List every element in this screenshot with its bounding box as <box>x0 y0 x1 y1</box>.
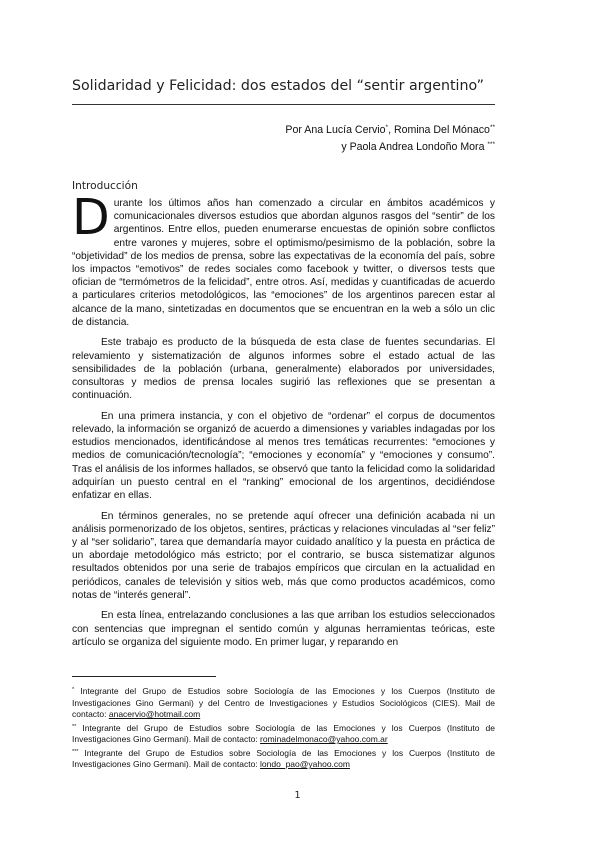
author-line-1 <box>285 122 495 139</box>
article-title: Solidaridad y Felicidad: dos estados del “sentir argentino” <box>72 78 484 94</box>
footnote-text-2: Integrante del Grupo de Estudios sobre Sociología de las Emociones y los Cuerpos (Instituto de Investigaciones Gino Germani). Mail de contacto: <box>72 722 495 745</box>
intro-paragraph-text: urante los últimos años han comenzado a circular en ámbitos académicos y comunicacionales diversos estudios que abordan algunos rasgos del “sentir” de los argentinos. Entre ellos, pueden enumerarse encuestas de opinión sobre conflictos entre varones y mujeres, sobre el optimismo/pesimismo de la población, sobre la “objetividad” de los medios de prensa, sobre las expectativas de la economía del país, sobre los impactos “emotivos” de redes sociales como facebook y twitter, o diversos tests que ofician de “termómetros de la felicidad”, entre otros. Así, medidas y cuantificadas de acuerdo a particulares criterios metodológicos, las “emociones” de los argentinos parecen estar al alcance de la mano, sintetizadas en documentos que se encuentran en la web a sólo un clic de distancia. <box>72 198 495 328</box>
footnote-separator <box>72 676 216 677</box>
footnote-mark-1: * <box>72 687 75 693</box>
footnote-1 <box>72 686 495 721</box>
paragraph-5: En esta línea, entrelazando conclusiones a las que arriban los estudios seleccionados con sentencias que impregnan el sentido común y algunas herramientas teóricas, este artículo se organiza del siguiente modo. En primer lugar, y reparando en <box>72 610 495 648</box>
intro-paragraph <box>72 189 495 329</box>
author-block <box>285 122 495 156</box>
footnote-text-3: Integrante del Grupo de Estudios sobre Sociología de las Emociones y los Cuerpos (Instituto de Investigaciones Gino Germani). Mail de contacto: <box>72 747 495 770</box>
footnotes <box>72 686 495 773</box>
body-text <box>72 189 495 656</box>
footnote-email-link-2[interactable]: rominadelmonaco@yahoo.com.ar <box>260 734 388 745</box>
author-line-1-middle: , Romina Del Mónaco <box>388 124 490 136</box>
page-number: 1 <box>294 790 301 801</box>
title-underline <box>72 104 495 105</box>
author-line-1-prefix: Por Ana Lucía Cervio <box>285 124 386 136</box>
footnote-2 <box>72 723 495 746</box>
footnote-email-link-3[interactable]: londo_pao@yahoo.com <box>260 759 350 770</box>
footnote-mark-2: ** <box>72 723 77 730</box>
drop-cap: D <box>72 189 110 246</box>
paragraph-3: En una primera instancia, y con el objetivo de “ordenar” el corpus de documentos relevado, la información se organizó de acuerdo a dimensiones y variables indagadas por los estudios mencionados, identificándose al menos tres temáticas recurrentes: “emociones y medios de comunicación/tecnología”; “emociones y economía” y “emociones y consumo”. Tras el análisis de los informes hallados, se observó que tanto la felicidad como la solidaridad adquirían un puesto central en el “ranking” emocional de los argentinos, decidiéndose enfatizar en ellas. <box>72 410 495 502</box>
author-line-2 <box>285 139 495 156</box>
footnote-email-link-1[interactable]: anacervio@hotmail.com <box>108 709 201 720</box>
author-mark-1: * <box>385 124 389 131</box>
author-line-2-prefix: y Paola Andrea Londoño Mora <box>341 141 488 153</box>
footnote-mark-3: *** <box>72 748 79 755</box>
section-heading: Introducción <box>72 180 138 192</box>
footnote-text-1: Integrante del Grupo de Estudios sobre Sociología de las Emociones y los Cuerpos (Instituto de Investigaciones Gino Germani) y del Centro de Investigaciones y Estudios Sociológicos (CIES). Mail de contacto: <box>72 686 495 720</box>
paragraph-2: Este trabajo es producto de la búsqueda de esta clase de fuentes secundarias. El relevamiento y sistematización de algunos informes sobre el estado actual de las sensibilidades de la población (urbana, generalmente) elaborados por universidades, consultoras y medios de prensa locales sugirió las reflexiones que se presentan a continuación. <box>72 337 495 402</box>
footnote-3 <box>72 748 495 771</box>
author-mark-2: ** <box>489 124 495 131</box>
author-mark-3: *** <box>487 141 495 148</box>
paragraph-4: En términos generales, no se pretende aquí ofrecer una definición acabada ni un análisis pormenorizado de los objetos, sentires, prácticas y relaciones vinculadas al “ser feliz” y al “ser solidario”, tarea que demandaría mayor cuidado analítico y la puesta en práctica de un abordaje metodológico más estricto; por el contrario, se busca sistematizar algunos resultados obtenidos por una serie de trabajos empíricos que circulan en la actualidad en periódicos, canales de televisión y sitios web, más que como productos académicos, como notas de “interés general”. <box>72 510 495 601</box>
